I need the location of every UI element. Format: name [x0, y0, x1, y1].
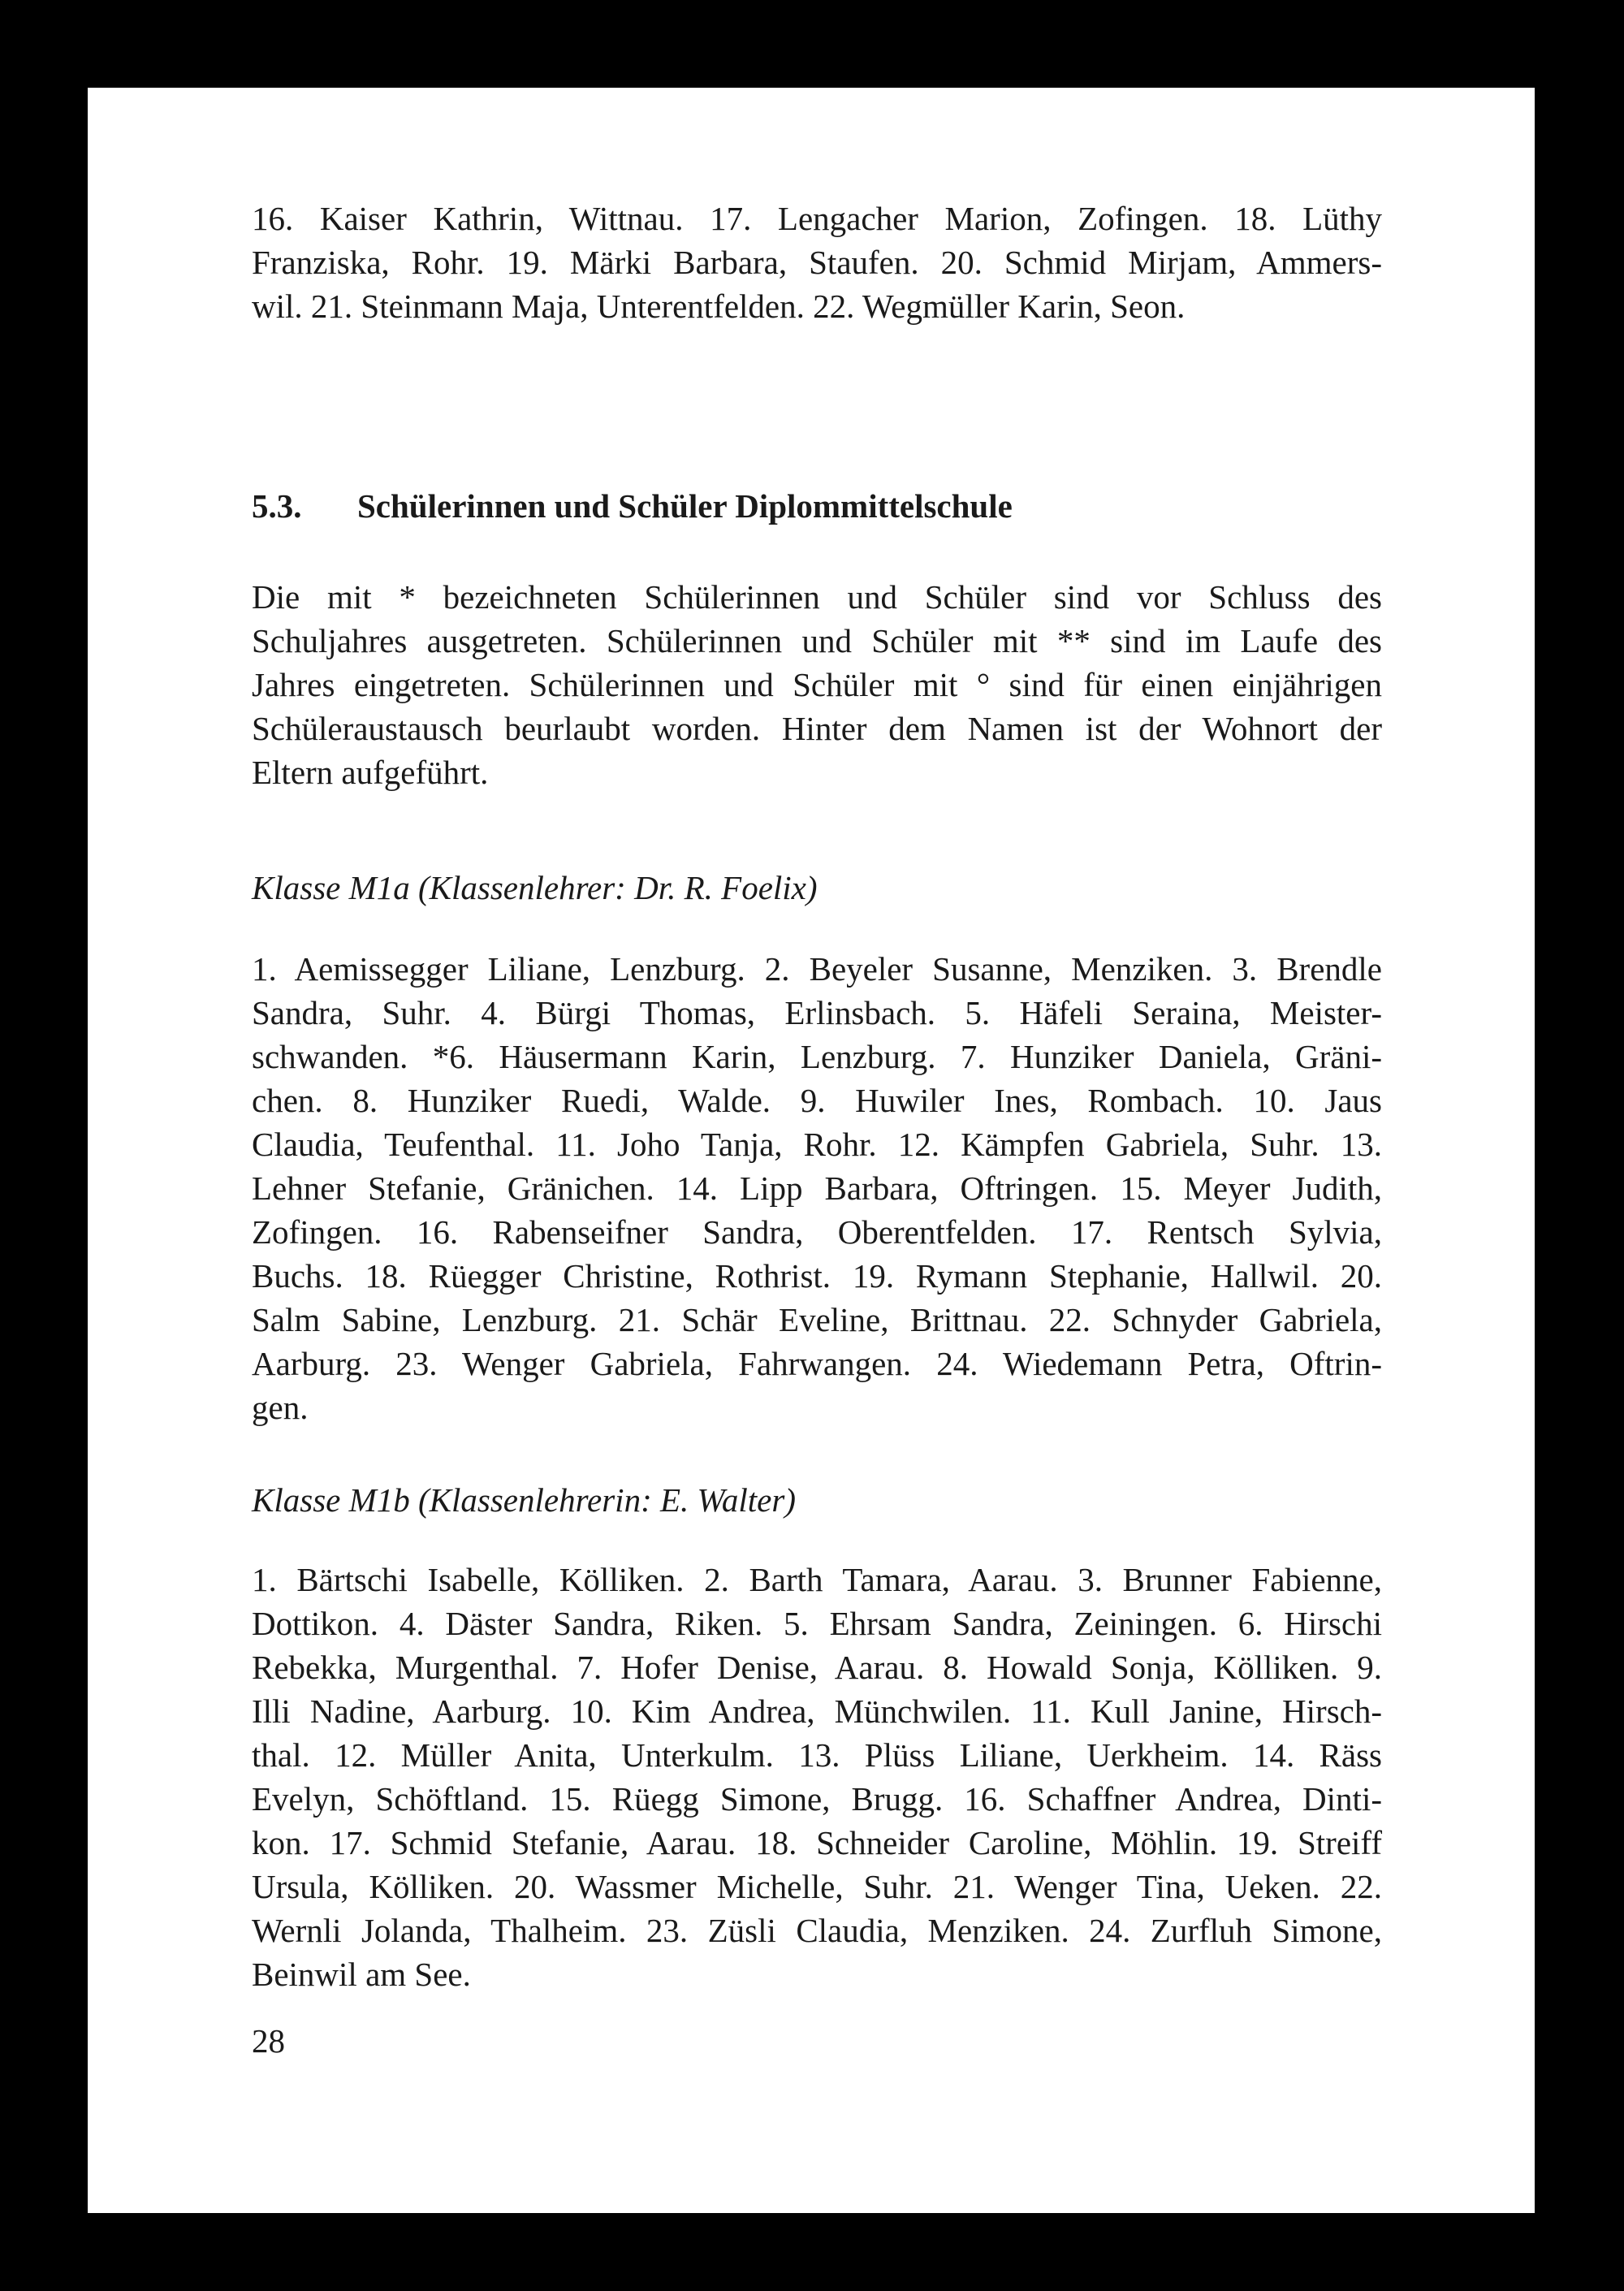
text-line: Die mit * bezeichneten Schülerinnen und Schüler sind vor Schluss des [252, 578, 1382, 616]
text-line: 1. Bärtschi Isabelle, Kölliken. 2. Barth Tamara, Aarau. 3. Brunner Fabienne, [252, 1561, 1382, 1598]
class-m1a-heading: Klasse M1a (Klassenlehrer: Dr. R. Foelix) [252, 869, 818, 906]
continuation-paragraph [252, 197, 1382, 328]
text-line: Sandra, Suhr. 4. Bürgi Thomas, Erlinsbach. 5. Häfeli Seraina, Meister- [252, 994, 1382, 1031]
section-number: 5.3. [252, 487, 302, 525]
text-line: gen. [252, 1389, 309, 1426]
text-line: Jahres eingetreten. Schülerinnen und Schüler mit ° sind für einen einjährigen [252, 666, 1382, 703]
text-line: Illi Nadine, Aarburg. 10. Kim Andrea, Münchwilen. 11. Kull Janine, Hirsch- [252, 1692, 1382, 1730]
text-line: Franziska, Rohr. 19. Märki Barbara, Staufen. 20. Schmid Mirjam, Ammers- [252, 244, 1382, 281]
text-line: Beinwil am See. [252, 1956, 471, 1993]
text-line: Dottikon. 4. Däster Sandra, Riken. 5. Ehrsam Sandra, Zeiningen. 6. Hirschi [252, 1605, 1382, 1642]
text-line: 16. Kaiser Kathrin, Wittnau. 17. Lengacher Marion, Zofingen. 18. Lüthy [252, 200, 1382, 237]
text-line: schwanden. *6. Häusermann Karin, Lenzburg. 7. Hunziker Daniela, Gräni- [252, 1038, 1382, 1075]
text-line: Wernli Jolanda, Thalheim. 23. Züsli Claudia, Menziken. 24. Zurfluh Simone, [252, 1912, 1382, 1949]
text-line: thal. 12. Müller Anita, Unterkulm. 13. Plüss Liliane, Uerkheim. 14. Räss [252, 1736, 1382, 1774]
class-m1a-list [252, 947, 1382, 1429]
intro-paragraph [252, 575, 1382, 794]
section-title: Schülerinnen und Schüler Diplommittelschule [357, 487, 1013, 525]
text-line: Schuljahres ausgetreten. Schülerinnen und Schüler mit ** sind im Laufe des [252, 622, 1382, 659]
text-line: Salm Sabine, Lenzburg. 21. Schär Eveline, Brittnau. 22. Schnyder Gabriela, [252, 1301, 1382, 1338]
text-line: Zofingen. 16. Rabenseifner Sandra, Oberentfelden. 17. Rentsch Sylvia, [252, 1213, 1382, 1251]
class-m1b-list [252, 1558, 1382, 1996]
page-number: 28 [252, 2022, 285, 2060]
text-line: Ursula, Kölliken. 20. Wassmer Michelle, Suhr. 21. Wenger Tina, Ueken. 22. [252, 1868, 1382, 1905]
text-line: Rebekka, Murgenthal. 7. Hofer Denise, Aarau. 8. Howald Sonja, Kölliken. 9. [252, 1649, 1382, 1686]
document-page [88, 88, 1535, 2213]
section-heading [252, 484, 1382, 528]
text-line: Evelyn, Schöftland. 15. Rüegg Simone, Brugg. 16. Schaffner Andrea, Dinti- [252, 1780, 1382, 1818]
text-line: Aarburg. 23. Wenger Gabriela, Fahrwangen. 24. Wiedemann Petra, Oftrin- [252, 1345, 1382, 1382]
text-line: Lehner Stefanie, Gränichen. 14. Lipp Barbara, Oftringen. 15. Meyer Judith, [252, 1169, 1382, 1207]
text-line: Schüleraustausch beurlaubt worden. Hinter dem Namen ist der Wohnort der [252, 710, 1382, 747]
text-line: Buchs. 18. Rüegger Christine, Rothrist. 19. Rymann Stephanie, Hallwil. 20. [252, 1257, 1382, 1295]
text-line: chen. 8. Hunziker Ruedi, Walde. 9. Huwiler Ines, Rombach. 10. Jaus [252, 1082, 1382, 1119]
text-line: 1. Aemissegger Liliane, Lenzburg. 2. Beyeler Susanne, Menziken. 3. Brendle [252, 950, 1382, 988]
text-line: Eltern aufgeführt. [252, 754, 489, 791]
text-line: wil. 21. Steinmann Maja, Unterentfelden. 22. Wegmüller Karin, Seon. [252, 287, 1186, 325]
text-line: kon. 17. Schmid Stefanie, Aarau. 18. Schneider Caroline, Möhlin. 19. Streiff [252, 1824, 1382, 1861]
class-m1b-heading: Klasse M1b (Klassenlehrerin: E. Walter) [252, 1481, 796, 1519]
text-line: Claudia, Teufenthal. 11. Joho Tanja, Rohr. 12. Kämpfen Gabriela, Suhr. 13. [252, 1126, 1382, 1163]
